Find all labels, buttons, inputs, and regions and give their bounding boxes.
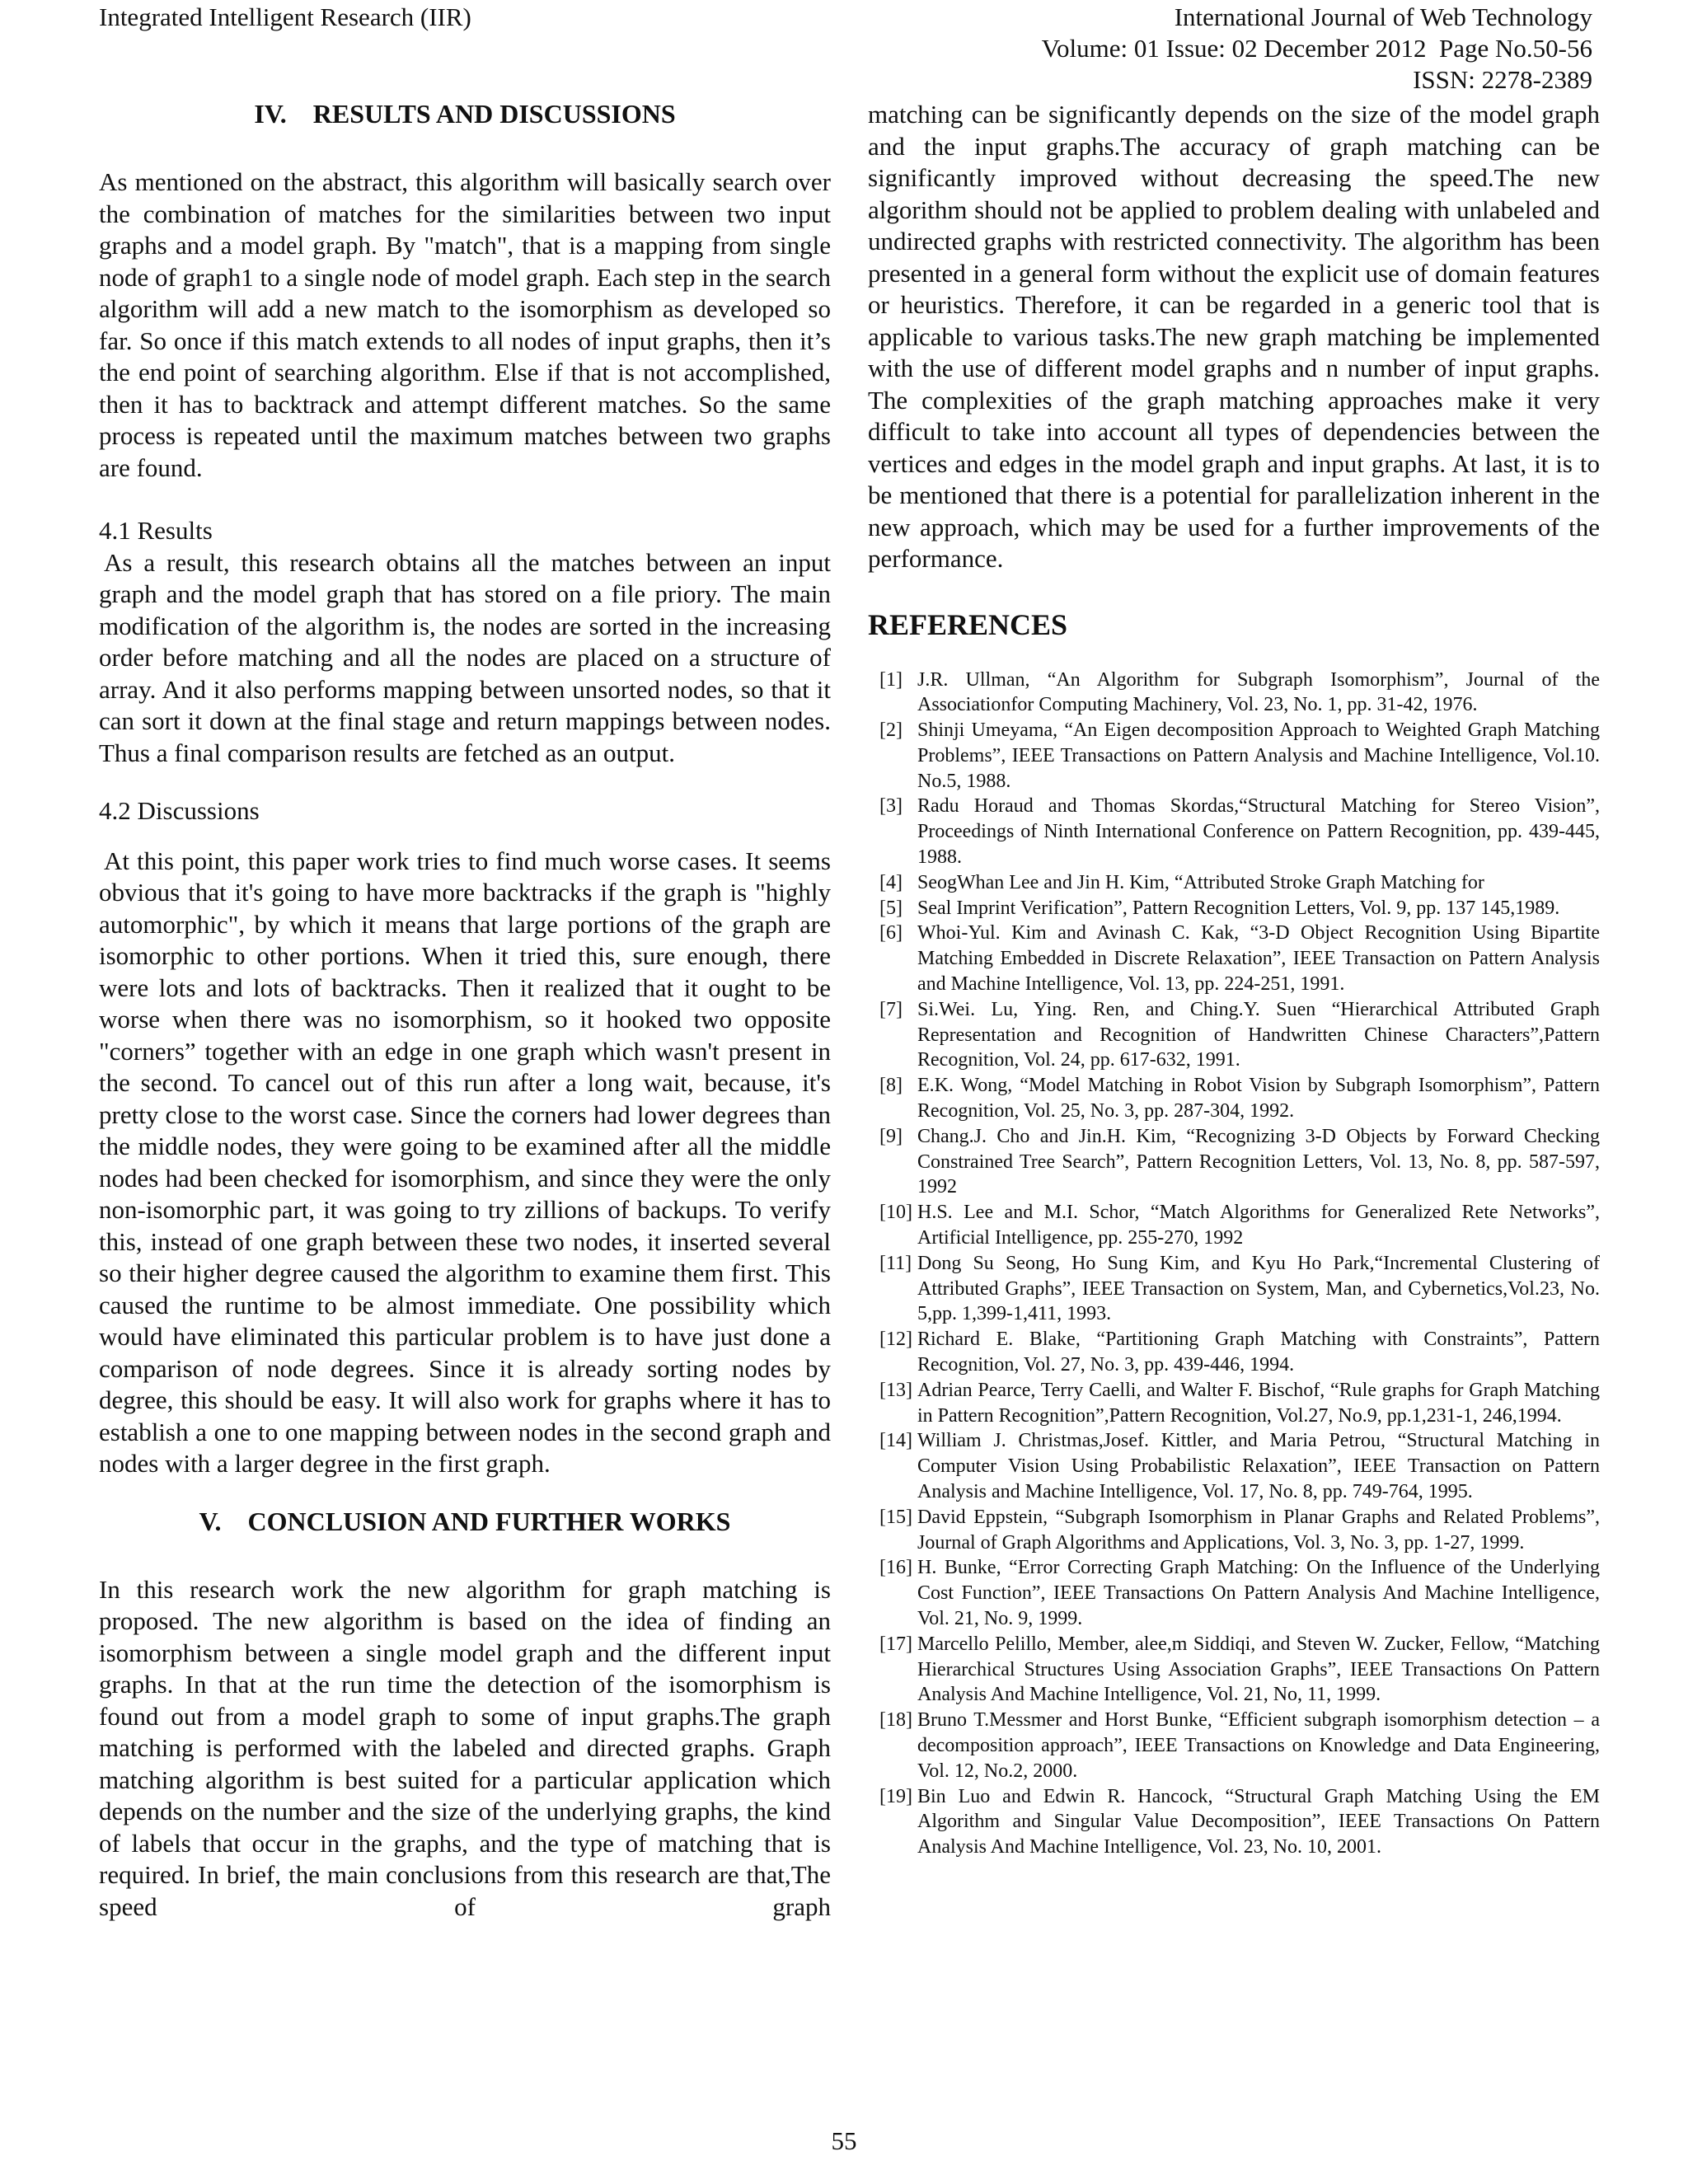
reference-item — [868, 668, 1600, 719]
reference-item — [868, 921, 1600, 996]
results-paragraph: As a result, this research obtains all the matches between an input graph and the model graph that has stored on a file priory. The main modification of the algorithm is, the nodes are sorted in the increasing order before matching and all the nodes are placed on a structure of array. And it also performs mapping between unsorted nodes, so that it can sort it down at the final stage and return mappings between nodes. Thus a final comparison results are fetched as an output. — [99, 547, 831, 767]
page-number: 55 — [831, 2126, 857, 2155]
reference-text: E.K. Wong, “Model Matching in Robot Vision by Subgraph Isomorphism”, Pattern Recognition, Vol. 25, No. 3, pp. 287-304, 1992. — [917, 1075, 1600, 1122]
reference-text: William J. Christmas,Josef. Kittler, and Maria Petrou, “Structural Matching in Computer Vision Using Probabilistic Relaxation”, IEEE Transaction on Pattern Analysis and Machine Intelligence, Vol. 17, No. 8, pp. 749-764, 1995. — [917, 1430, 1600, 1502]
reference-text: Chang.J. Cho and Jin.H. Kim, “Recognizing 3-D Objects by Forward Checking Constrained Tree Search”, Pattern Recognition Letters, Vol. 13, No. 8, pp. 587-597, 1992 — [917, 1125, 1600, 1198]
running-header-publisher: Integrated Intelligent Research (IIR) — [99, 2, 471, 31]
reference-number: [4] — [879, 871, 903, 893]
reference-text: J.R. Ullman, “An Algorithm for Subgraph Isomorphism”, Journal of the Associationfor Computing Machinery, Vol. 23, No. 1, pp. 31-42, 1976. — [917, 668, 1600, 716]
reference-item — [868, 870, 1600, 896]
reference-number: [2] — [879, 719, 903, 742]
reference-item — [868, 1555, 1600, 1631]
reference-text: Shinji Umeyama, “An Eigen decomposition Approach to Weighted Graph Matching Problems”, IEEE Transactions on Pattern Analysis and Machine Intelligence, Vol.10. No.5, 1988. — [917, 719, 1600, 792]
conclusion-paragraph-right: matching can be significantly depends on the size of the model graph and the input graphs.The accuracy of graph matching can be significantly improved without decreasing the speed.The new algorithm should not be applied to problem dealing with unlabeled and undirected graphs with restricted connectivity. The algorithm has been presented in a general form without the explicit use of domain features or heuristics. Therefore, it can be regarded in a generic tool that is applicable to various tasks.The new graph matching be implemented with the use of different model graphs and n number of input graphs. The complexities of the graph matching approaches make it very difficult to take into account all types of dependencies between the vertices and edges in the model graph and input graphs. At last, it is to be mentioned that there is a potential for parallelization inherent in the new approach, which may be used for a further improvements of the performance. — [868, 100, 1600, 573]
reference-item — [868, 1505, 1600, 1556]
reference-number: [13] — [879, 1379, 912, 1401]
reference-text: Bin Luo and Edwin R. Hancock, “Structural Graph Matching Using the EM Algorithm and Singular Value Decomposition”, IEEE Transactions On Pattern Analysis And Machine Intelligence, Vol. 23, No. 10, 2001. — [917, 1785, 1600, 1858]
reference-number: [9] — [879, 1125, 903, 1147]
running-header-journal-info — [1042, 2, 1592, 96]
right-column — [868, 99, 1600, 1860]
reference-number: [11] — [879, 1252, 912, 1274]
reference-item — [868, 1428, 1600, 1504]
section-heading-results: IV. RESULTS AND DISCUSSIONS — [254, 99, 676, 129]
issn: ISSN: 2278-2389 — [1413, 65, 1592, 94]
section-heading-conclusion: V. CONCLUSION AND FURTHER WORKS — [199, 1506, 731, 1536]
reference-number: [3] — [879, 795, 903, 818]
reference-item — [868, 1073, 1600, 1124]
reference-number: [17] — [879, 1633, 912, 1655]
reference-text: Marcello Pelillo, Member, alee,m Siddiqi, and Steven W. Zucker, Fellow, “Matching Hierarchical Structures Using Association Graphs”, IEEE Transactions On Pattern Analysis And Machine Intelligence, Vol. 21, No, 11, 1999. — [917, 1633, 1600, 1706]
volume-line: Volume: 01 Issue: 02 December 2012 Page No.50-56 — [1041, 34, 1592, 63]
reference-item — [868, 997, 1600, 1073]
reference-number: [10] — [879, 1202, 912, 1224]
reference-item — [868, 1784, 1600, 1860]
reference-item — [868, 896, 1600, 921]
reference-item — [868, 1251, 1600, 1327]
reference-text: H.S. Lee and M.I. Schor, “Match Algorithms for Generalized Rete Networks”, Artificial Intelligence, pp. 255-270, 1992 — [917, 1202, 1600, 1249]
reference-number: [16] — [879, 1557, 912, 1579]
reference-text: Richard E. Blake, “Partitioning Graph Matching with Constraints”, Pattern Recognition, Vol. 27, No. 3, pp. 439-446, 1994. — [917, 1329, 1600, 1376]
references-heading: REFERENCES — [868, 607, 1068, 641]
left-column — [99, 97, 831, 1923]
subheading-discussions: 4.2 Discussions — [99, 796, 260, 825]
reference-item — [868, 1200, 1600, 1251]
reference-text: Seal Imprint Verification”, Pattern Recognition Letters, Vol. 9, pp. 137 145,1989. — [917, 897, 1560, 919]
reference-text: Dong Su Seong, Ho Sung Kim, and Kyu Ho Park,“Incremental Clustering of Attributed Graphs”, IEEE Transaction on System, Man, and Cybernetics,Vol.23, No. 5,pp. 1,399-1,411, 1993. — [917, 1252, 1600, 1325]
references-list — [868, 668, 1600, 1860]
reference-number: [1] — [879, 668, 903, 691]
reference-text: Radu Horaud and Thomas Skordas,“Structural Matching for Stereo Vision”, Proceedings of Ninth International Conference on Pattern Recognition, pp. 439-445, 1988. — [917, 795, 1600, 869]
reference-number: [8] — [879, 1075, 903, 1097]
reference-item — [868, 794, 1600, 869]
reference-number: [19] — [879, 1785, 912, 1807]
section4-intro: As mentioned on the abstract, this algorithm will basically search over the combination of matches for the similarities between two input graphs and a model graph. By "match", that is a mapping from single node of graph1 to a single node of model graph. Each step in the search algorithm will add a new match to the isomorphism as developed so far. So once if this match extends to all nodes of input graphs, then it’s the end point of searching algorithm. Else if that is not accomplished, then it has to backtrack and attempt different matches. So the same process is repeated until the maximum matches between two graphs are found. — [99, 167, 831, 482]
reference-number: [14] — [879, 1430, 912, 1452]
reference-number: [5] — [879, 897, 903, 919]
reference-number: [12] — [879, 1329, 912, 1351]
discussions-paragraph: At this point, this paper work tries to find much worse cases. It seems obvious that it's going to have more backtracks if the graph is "highly automorphic", by which it means that large portions of the graph are isomorphic to other portions. When it tried this, sure enough, there were lots and lots of backtracks. Then it realized that it ought to be worse when there was no isomorphism, so it hooked two opposite "corners” together with an edge in one graph which wasn't present in the second. To cancel out of this run after a long wait, because, it's pretty close to the worst case. Since the corners had lower degrees than the middle nodes, they were going to be examined after all the middle nodes had been checked for isomorphism, and since they were the only non-isomorphic part, it was going to try zillions of backups. To verify this, instead of one graph between these two nodes, it inserted several so their higher degree caused the algorithm to examine them first. This caused the runtime to be almost immediate. One possibility which would have eliminated this particular problem is to have just done a comparison of node degrees. Since it is already sorting nodes by degree, this should be easy. It will also work for graphs where it has to establish a one to one mapping between nodes in the second graph and nodes with a larger degree in the first graph. — [99, 846, 831, 1478]
reference-number: [7] — [879, 998, 903, 1020]
reference-text: H. Bunke, “Error Correcting Graph Matching: On the Influence of the Underlying Cost Function”, IEEE Transactions On Pattern Analysis And Machine Intelligence, Vol. 21, No. 9, 1999. — [917, 1557, 1600, 1629]
reference-number: [15] — [879, 1506, 912, 1528]
reference-item — [868, 718, 1600, 794]
conclusion-paragraph-left: In this research work the new algorithm for graph matching is proposed. The new algorithm is based on the idea of finding an isomorphism between a single model graph and the different input graphs. In that at the run time the detection of the isomorphism is found out from a model graph to some of input graphs.The graph matching is performed with the labeled and directed graphs. Graph matching algorithm is best suited for a particular application which depends on the number and the size of the underlying graphs, the kind of labels that occur in the graphs, and the type of matching that is required. In brief, the main conclusions from this research are that,The speed of graph — [99, 1574, 831, 1921]
subheading-results: 4.1 Results — [99, 516, 213, 545]
reference-item — [868, 1378, 1600, 1429]
reference-text: SeogWhan Lee and Jin H. Kim, “Attributed Stroke Graph Matching for — [917, 871, 1484, 893]
reference-text: Whoi-Yul. Kim and Avinash C. Kak, “3-D Object Recognition Using Bipartite Matching Embedded in Discrete Relaxation”, IEEE Transaction on Pattern Analysis and Machine Intelligence, Vol. 13, pp. 224-251, 1991. — [917, 922, 1600, 996]
reference-item — [868, 1124, 1600, 1200]
reference-number: [6] — [879, 922, 903, 944]
journal-title: International Journal of Web Technology — [1174, 2, 1592, 31]
reference-text: Si.Wei. Lu, Ying. Ren, and Ching.Y. Suen “Hierarchical Attributed Graph Representation and Recognition of Handwritten Chinese Characters”,Pattern Recognition, Vol. 24, pp. 617-632, 1991. — [917, 998, 1600, 1071]
reference-text: David Eppstein, “Subgraph Isomorphism in Planar Graphs and Related Problems”, Journal of Graph Algorithms and Applications, Vol. 3, No. 3, pp. 1-27, 1999. — [917, 1506, 1600, 1554]
reference-item — [868, 1708, 1600, 1783]
reference-number: [18] — [879, 1709, 912, 1732]
reference-text: Bruno T.Messmer and Horst Bunke, “Efficient subgraph isomorphism detection – a decomposition approach”, IEEE Transactions on Knowledge and Data Engineering, Vol. 12, No.2, 2000. — [917, 1709, 1600, 1782]
reference-item — [868, 1632, 1600, 1708]
reference-text: Adrian Pearce, Terry Caelli, and Walter F. Bischof, “Rule graphs for Graph Matching in Pattern Recognition”,Pattern Recognition, Vol.27, No.9, pp.1,231-1, 246,1994. — [917, 1379, 1600, 1427]
reference-item — [868, 1327, 1600, 1378]
